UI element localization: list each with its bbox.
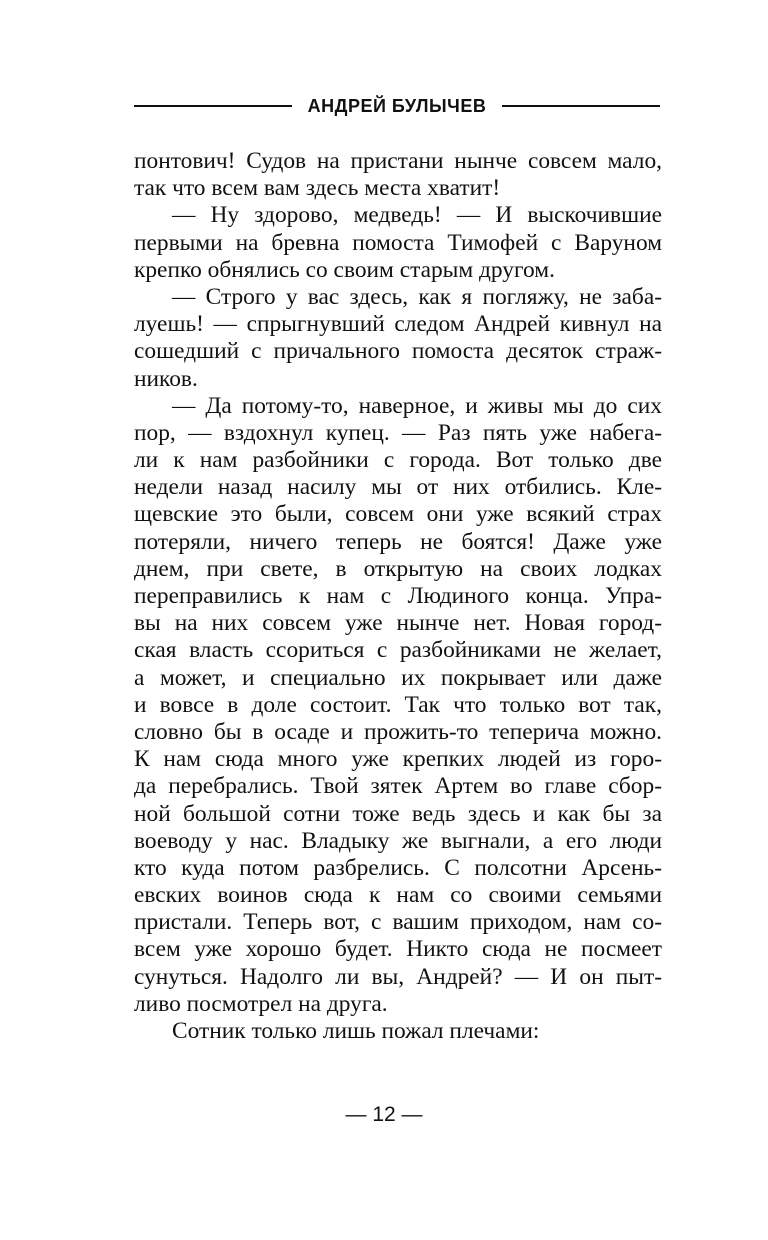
text-line: потеряли, ничего теперь не боятся! Даже уже [134, 528, 662, 555]
text-line: — Да потому-то, наверное, и живы мы до сих [172, 392, 662, 419]
text-line: щевские это были, совсем они уже всякий страх [134, 501, 662, 528]
text-line: недели назад насилу мы от них отбились. Кле- [134, 474, 662, 501]
text-line: ников. [134, 365, 198, 392]
header-rule-left [134, 105, 292, 107]
text-line: ливо посмотрел на друга. [134, 990, 388, 1017]
running-head [134, 93, 660, 119]
paragraph [134, 202, 662, 284]
text-line: К нам сюда много уже крепких людей из горо- [134, 746, 662, 773]
text-line: Сотник только лишь пожал плечами: [172, 1018, 540, 1044]
paragraph [134, 1018, 662, 1045]
text-line: кто куда потом разбрелись. С полсотни Арсень- [134, 854, 662, 881]
text-line: луешь! — спрыгнувший следом Андрей кивнул на [134, 311, 662, 338]
page-number: — 12 — [345, 1103, 423, 1126]
text-line: переправились к нам с Людиного конца. Упра- [134, 583, 662, 609]
text-line: крепко обнялись со своим старым другом. [134, 256, 555, 283]
body-text [134, 148, 662, 1045]
text-line: евских воинов сюда к нам со своими семьями [134, 882, 662, 909]
text-line: вы на них совсем уже нынче нет. Новая город- [134, 610, 662, 637]
text-line: да перебрались. Твой зятек Артем во главе сбор- [134, 773, 662, 800]
text-line: сошедший с причального помоста десяток страж- [134, 338, 662, 365]
paragraph [134, 393, 662, 1018]
text-line: ская власть ссориться с разбойниками не желает, [134, 637, 662, 664]
text-line: — Строго у вас здесь, как я погляжу, не заба- [172, 283, 662, 310]
text-line: а может, и специально их покрывает или даже [134, 664, 662, 691]
text-line: пор, — вздохнул купец. — Раз пять уже набега- [134, 419, 662, 446]
text-line: сунуться. Надолго ли вы, Андрей? — И он пыт- [134, 963, 662, 990]
text-line: всем уже хорошо будет. Никто сюда не посмеет [134, 936, 662, 963]
text-line: ной большой сотни тоже ведь здесь и как бы за [134, 800, 662, 827]
text-line: днем, при свете, в открытую на своих лодках [134, 555, 662, 582]
text-line: ли к нам разбойники с города. Вот только две [134, 447, 662, 474]
author-name: АНДРЕЙ БУЛЫЧЕВ [307, 95, 487, 116]
text-line: так что всем вам здесь места хватит! [134, 175, 501, 202]
paragraph [134, 284, 662, 393]
text-line: — Ну здорово, медведь! — И выскочившие [172, 202, 662, 229]
text-line: и вовсе в доле состоит. Так что только вот так, [134, 691, 662, 718]
text-line: первыми на бревна помоста Тимофей с Варуном [134, 229, 662, 256]
text-line: воеводу у нас. Владыку же выгнали, а его люди [134, 827, 662, 854]
text-line: пристали. Теперь вот, с вашим приходом, нам со- [134, 909, 662, 936]
paragraph [134, 148, 662, 202]
header-rule-right [502, 105, 660, 107]
text-line: понтович! Судов на пристани нынче совсем мало, [134, 148, 662, 174]
text-line: словно бы в осаде и прожить-то теперича можно. [134, 718, 662, 745]
